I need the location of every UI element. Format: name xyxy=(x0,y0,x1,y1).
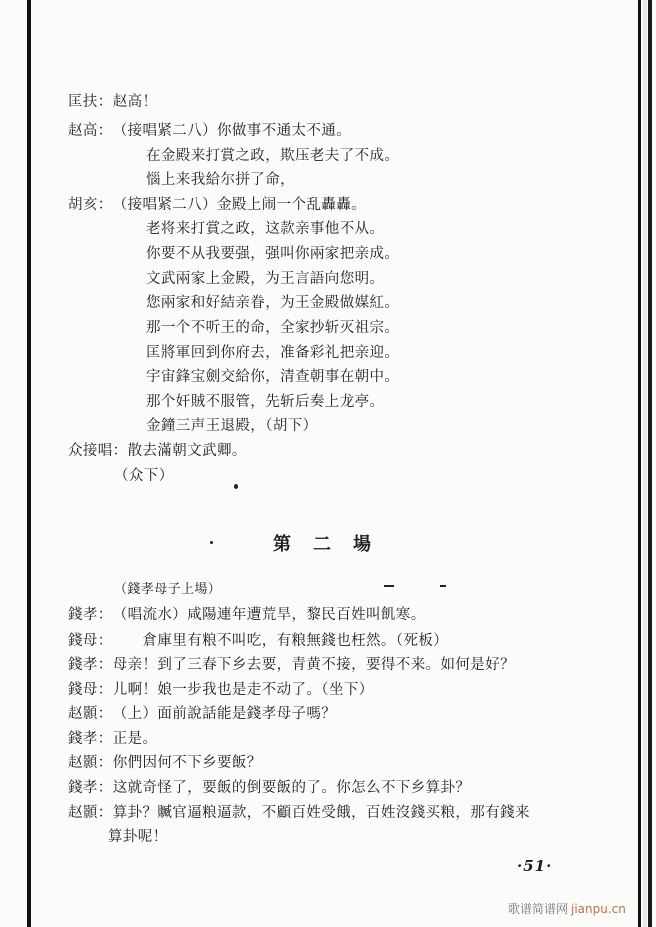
dialogue-text: 算卦？贓官逼粮逼款，不顧百姓受餓，百姓沒錢买粮，那有錢来 xyxy=(112,805,530,821)
speaker-label: 錢孝： xyxy=(68,731,113,747)
dialogue-text: （接唱紧二八）金殿上闹一个乱轟轟。 xyxy=(112,197,367,213)
scan-speck xyxy=(234,484,238,489)
script-line xyxy=(68,195,366,215)
speaker-label: 胡亥： xyxy=(68,197,113,213)
verse-line: 匡將軍回到你府去，准备彩礼把亲迎。 xyxy=(146,345,400,361)
speaker-label: 錢母： xyxy=(68,682,113,698)
right-border-rule xyxy=(638,0,641,927)
page-number: ·51· xyxy=(517,857,553,875)
script-line xyxy=(68,704,336,724)
speaker-label: 錢母： xyxy=(68,633,113,649)
dialogue-text: （唱流水）咸陽連年遭荒旱，黎民百姓叫飢寒。 xyxy=(112,607,426,623)
scan-speck xyxy=(384,585,394,587)
scan-speck xyxy=(440,585,446,587)
verse-line: 在金殿来打賞之政，欺压老夫了不成。 xyxy=(146,148,400,164)
dialogue-text: 散去滿朝文武卿。 xyxy=(127,443,247,459)
speaker-label: 赵高： xyxy=(68,123,113,139)
script-line xyxy=(68,631,448,651)
verse-line: 文武兩家上金殿，为王言語向您明。 xyxy=(146,271,385,287)
verse-line: 那一个不听王的命，全家抄斩灭祖宗。 xyxy=(146,320,400,336)
script-line xyxy=(68,680,374,700)
script-line xyxy=(68,121,351,141)
act-title: 第二場 xyxy=(273,534,393,555)
watermark xyxy=(508,900,626,917)
speaker-label: 錢孝： xyxy=(68,780,113,796)
script-line xyxy=(68,753,262,773)
dialogue-text: 母亲！到了三春下乡去要，青黄不接，要得不来。如何是好？ xyxy=(112,657,516,673)
watermark-site-name: 歌谱简谱网 xyxy=(508,902,569,916)
verse-line: 宇宙鋒宝劍交給你，清查朝事在朝中。 xyxy=(146,369,400,385)
stage-direction: （錢孝母子上場） xyxy=(114,582,222,597)
dialogue-text: 倉庫里有粮不叫吃，有粮無錢也枉然。（死板） xyxy=(112,633,449,649)
script-line xyxy=(68,605,426,625)
speaker-label: 錢孝： xyxy=(68,657,113,673)
speaker-label: 錢孝： xyxy=(68,607,113,623)
dialogue-text: 你們因何不下乡要飯？ xyxy=(112,755,262,771)
script-line xyxy=(68,92,157,112)
right-border-gap xyxy=(643,0,647,927)
speaker-label: 众接唱： xyxy=(68,443,128,459)
script-continuation: 算卦呢！ xyxy=(108,829,168,845)
dialogue-text: 赵高！ xyxy=(112,94,158,110)
verse-line: 您兩家和好結亲眷，为王金殿做媒紅。 xyxy=(146,295,400,311)
verse-line: 惱上来我給尔拼了命， xyxy=(146,172,295,188)
scan-speck xyxy=(210,541,213,544)
verse-line: 老将来打賞之政，这款亲事他不从。 xyxy=(146,221,385,237)
script-line xyxy=(68,729,157,749)
dialogue-text: 儿啊！娘一步我也是走不动了。（坐下） xyxy=(112,682,374,698)
script-line xyxy=(68,803,530,823)
script-line xyxy=(68,778,470,798)
verse-line: 那个奸賊不服管，先斩后奏上龙亭。 xyxy=(146,394,385,410)
speaker-label: 赵顥： xyxy=(68,755,113,771)
right-border-rule-outer xyxy=(648,0,652,927)
watermark-domain: jianpu.cn xyxy=(571,902,626,916)
dialogue-text: 这就奇怪了，要飯的倒要飯的了。你怎么不下乡算卦？ xyxy=(112,780,471,796)
script-line xyxy=(68,441,247,461)
dialogue-text: （上）面前說話能是錢孝母子嗎？ xyxy=(112,706,337,722)
left-border-rule xyxy=(27,0,31,927)
dialogue-text: 正是。 xyxy=(112,731,158,747)
script-line xyxy=(68,655,515,675)
verse-line: 你要不从我要强，强叫你兩家把亲成。 xyxy=(146,246,400,262)
speaker-label: 赵顥： xyxy=(68,805,113,821)
speaker-label: 匡扶： xyxy=(68,94,113,110)
verse-line: 金鐘三声王退殿，（胡下） xyxy=(146,418,318,434)
stage-direction: （众下） xyxy=(114,468,174,484)
dialogue-text: （接唱紧二八）你做事不通太不通。 xyxy=(112,123,352,139)
speaker-label: 赵顥： xyxy=(68,706,113,722)
